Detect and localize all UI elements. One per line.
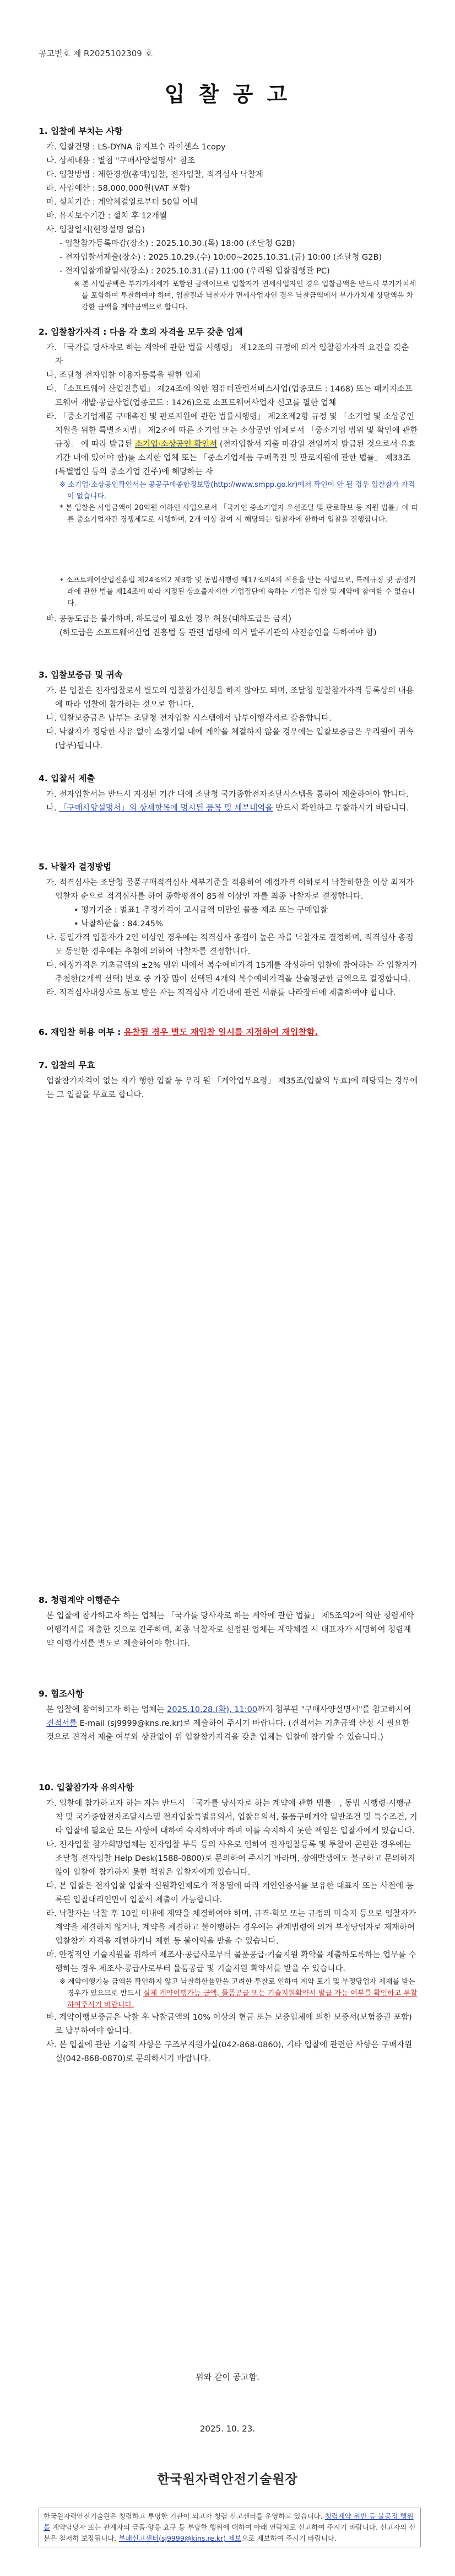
bidder-note-item: 사. 본 입찰에 관한 기술적 사항은 구조부지원가실(042-868-0860), 기타 입찰에 관련한 사항은 구매자원실(042-868-0870)로 문의하시기 바랍니다. — [46, 2041, 413, 2063]
quote-request: 견적서를 — [46, 1719, 78, 1728]
section-invalid-bid — [39, 1059, 419, 1102]
closing-statement: 위와 같이 공고함. — [196, 2372, 259, 2382]
section-heading: 3. 입찰보증금 및 귀속 — [39, 670, 123, 680]
award-item: 나. 동일가격 입찰자가 2인 이상인 경우에는 적격심사 총점이 높은 자를 낙찰자로 결정하며, 적격심사 총점도 동일한 경우에는 추첨에 의하여 낙찰자를 결정합니다. — [46, 933, 414, 956]
bid-method: 다. 입찰방법 : 제한경쟁(총액)입찰, 전자입찰, 적격심사 낙찰제 — [46, 170, 263, 179]
section-bidder-notes — [39, 1781, 419, 2066]
section-rebid — [39, 1026, 419, 1042]
section-eligibility-continued — [39, 575, 419, 640]
eligibility-item: 바. 공동도급은 불가하며, 하도급이 필요한 경우 허용(대하도급은 금지) — [46, 615, 291, 624]
subcontract-note: (하도급은 소프트웨어산업 진흥법 등 관련 법령에 의거 발주기관의 사전승인을 득하여야 함) — [59, 629, 377, 637]
cooperation-text-part: E-mail (sj9999@kns.re.kr)로 제출하여 주시기 바랍니다. (견적서는 기초금액 산정 시 필요한 것으로 견적서 제출 여부와 상관없이 위 입찰참가자격을 갖춘 업체는 입찰에 참가할 수 있습니다.) — [46, 1719, 410, 1742]
section-integrity-contract — [39, 1593, 419, 1651]
maintenance-period: 바. 유지보수기간 : 설치 후 12개월 — [46, 212, 167, 221]
bidder-note-item: 바. 계약이행보증금은 낙찰 후 낙찰금액의 10% 이상의 현금 또는 보증업체에 의한 보증서(보험증권 포함)로 납부하여야 합니다. — [46, 2013, 412, 2036]
eligibility-note: • 소프트웨어산업진흥법 제24조의2 제3항 및 동법시행령 제17조의4의 적용을 받는 사업으로, 특례규정 및 공정거래에 관한 법률 제14조에 따라 지정된 상호출자제한 기업집단에 속하는 기업은 입찰 및 계약에 참여할 수 없습니다. — [59, 576, 416, 608]
bidder-note-item: 라. 낙찰자는 낙찰 후 10일 이내에 계약을 체결하여야 하며, 규격·학모 또는 규정의 미숙지 등으로 입찰자가 계약을 체결하지 않거나, 계약을 체결하고 불이행하는 경우에는 관계법령에 의거 부정당업자로 제재하여 입찰참가 자격을 제한하거나 제한 등 불이익을 받을 수 있습니다. — [46, 1909, 416, 1946]
eligibility-text: (전자입찰서 제출 마감일 전일까지 발급된 것으로서 유효기간 내에 있어야 함)를 소지한 업체 또는 「중소기업제품 구매촉진 및 판로지원에 관한 법률」 제33조(특별법인 등의 중소기업 간주)에 해당하는 자 — [55, 440, 416, 476]
deposit-item: 나. 입찰보증금은 납부는 조달청 전자입찰 시스템에서 납부이행각서로 갈음합니다. — [46, 714, 332, 723]
schedule-item: - 입찰참가등록마감(장소) : 2025.10.30.(목) 18:00 (조달청 G2B) — [59, 239, 295, 248]
report-text: 으로 제보하여 주시기 바랍니다. — [241, 2534, 337, 2542]
report-text: 한국원자력안전기술원은 청렴하고 투명한 기관이 되고자 청렴 신고센터를 운영하고 있습니다. — [44, 2512, 323, 2520]
section-bid-deposit — [39, 668, 419, 753]
bid-schedule: 사. 입찰일시(현장설명 없음) — [46, 226, 145, 234]
section-heading — [39, 1026, 419, 1039]
section-bid-submission — [39, 772, 419, 815]
page-title: 입 찰 공 고 — [164, 82, 291, 106]
bidder-warning — [59, 1976, 419, 2011]
eligibility-note: ※ 소기업·소상공인확인서는 공공구매종합정보망(http://www.smpp.go.kr)에서 확인이 안 될 경우 입찰참가 자격이 없습니다. — [59, 481, 415, 501]
section-heading: 1. 입찰에 부치는 사항 — [39, 126, 123, 136]
section-eligibility — [39, 325, 419, 525]
award-threshold: • 낙찰하한율 : 84.245% — [74, 920, 163, 929]
deposit-item: 가. 본 입찰은 전자입찰로서 별도의 입찰참가신청을 하지 않아도 되며, 조달청 입찰참가자격 등록상의 내용에 따라 입찰에 참가하는 것으로 합니다. — [46, 686, 414, 709]
eligibility-item: 가. 「국가를 당사자로 하는 계약에 관한 법률 시행령」 제12조의 규정에 의거 입찰참가자격 요건을 갖춘 자 — [46, 344, 409, 366]
report-text: 계약담당자 또는 관계자의 금품·향응 요구 등 부당한 행위에 대하여 아래 연락처로 신고하여 주시기 바랍니다. 신고자의 신분은 철저히 보장됩니다. — [44, 2523, 416, 2542]
bid-title: 가. 입찰건명 : LS-DYNA 유지보수 라이센스 1copy — [46, 143, 226, 152]
section-award-method — [39, 860, 419, 1000]
spec-document-link[interactable]: 「구매사양설명서」의 상세항목에 명시된 품목 및 세부내역을 — [59, 804, 273, 813]
bidder-note-item: 마. 안정적인 기술지원을 위하여 제조사·공급사로부터 물품공급·기술지원 확약을 제출하도록하는 업무를 수행하는 경우 제조사·공급사로부터 물품공급 및 기술지원 확약서를 받을 수 있습니다. — [46, 1951, 416, 1973]
bid-budget: 라. 사업예산 : 58,000,000원(VAT 포함) — [46, 184, 190, 193]
agency-name: 한국원자력안전기술원장 — [157, 2472, 298, 2487]
rebid-label: 6. 재입찰 허용 여부 : — [39, 1027, 121, 1037]
bidder-note-item: 가. 입찰에 참가하고자 하는 자는 반드시 「국가를 당사자로 하는 계약에 관한 법률」, 동법 시행령·시행규칙 및 국가종합전자조달시스템 전자입찰특별유의서, 입찰유의서, 물품구매계약 일반조건 및 특수조건, 기타 입찰에 필요한 모든 사항에 대하여 숙지하여야 하며 이를 숙지하지 못한 책임은 입찰자에게 있습니다. — [46, 1799, 418, 1836]
report-email-link[interactable]: 부패신고센터(sj9999@kins.re.kr) 제보 — [118, 2534, 242, 2542]
eligibility-text: 라. 「중소기업제품 구매촉진 및 판로지원에 관한 법률시행령」 제2조제2항 규정 및 「소기업 및 소상공인 지원을 위한 특별조치법」 제2조에 따른 소기업 또는 소상공인 업체로서 「중소기업 범위 및 확인에 관한 규정」 에 따라 발급된 — [46, 412, 418, 449]
eligibility-item: 나. 조달청 전자입찰 이용자등록을 필한 업체 — [46, 371, 201, 380]
section-cooperation — [39, 1687, 419, 1745]
award-criteria: • 평가기준 : 별표1 추정가격이 고시금액 미만인 물품 제조 또는 구매입찰 — [74, 906, 328, 915]
section-heading: 5. 낙찰자 결정방법 — [39, 862, 112, 872]
section-heading: 9. 협조사항 — [39, 1689, 84, 1699]
cooperation-text-part: 까지 첨부된 "구매사양설명서"를 참고하시어 — [257, 1705, 411, 1714]
section-heading: 7. 입찰의 무효 — [39, 1060, 95, 1070]
eligibility-item: 다. 「소프트웨어 산업진흥법」 제24조에 의한 컴퓨터관련서비스사업(업종코드 : 1468) 또는 패키지소프트웨어 개발·공급사업(업종코드 : 1426)으로 소프트웨어사업자 신고를 필한 업체 — [46, 385, 413, 407]
section-heading: 10. 입찰참가자 유의사항 — [39, 1783, 134, 1793]
section-heading: 8. 청렴계약 이행준수 — [39, 1595, 120, 1605]
cooperation-text — [46, 1703, 419, 1745]
eligibility-note: * 본 입찰은 사업금액이 20억원 이하인 사업으로서 「국가인 중소기업자 우선조달 및 판로확보 등 지원 법률」에 따른 중소기업자간 경쟁제도로 시행하며, 2개 이상 참여 시 해당되는 입찰자에 한하여 입찰을 진행합니다. — [59, 504, 419, 524]
award-item: 다. 예정가격은 기초금액의 ±2% 범위 내에서 복수예비가격 15개를 작성하여 입찰에 참여하는 각 입찰자가 추첨한(2개씩 선택) 번호 중 가장 많이 선택된 4개의 복수예비가격을 산술평균한 금액으로 결정합니다. — [46, 961, 418, 984]
report-highlight: 청렴계약 위반 등 불공정 행위를 — [44, 2512, 414, 2531]
tax-note: ※ 본 사업공백은 부가가치세가 포함된 금액이므로 입찰자가 면세사업자인 경우 입찰금액은 반드시 부가가치세를 포함하여 투찰하여야 하며, 입찰결과 낙찰자가 면세사업자인 경우 낙찰금액에서 부가가치세 상당액을 차감한 금액을 계약금액으로 합니다. — [74, 280, 416, 312]
award-item: 라. 적격심사대상자로 통보 받은 자는 적격심사 기간내에 관련 서류를 나라장터에 제출하여야 합니다. — [46, 989, 396, 997]
cooperation-text-part: 본 입찰에 참여하고자 하는 업체는 — [46, 1705, 165, 1714]
schedule-item: - 전자입찰개찰일시(장소) : 2025.10.31.(금) 11:00 (우리원 입찰집행관 PC) — [59, 267, 330, 276]
section-bid-items — [39, 125, 419, 313]
invalid-bid-text: 입찰참가자격이 없는 자가 행한 입찰 등 우리 원 「계약업무요령」 제35조(입찰의 무효)에 해당되는 경우에는 그 입찰을 무효로 합니다. — [46, 1077, 418, 1099]
install-period: 마. 설치기간 : 계약체결일로부터 50일 이내 — [46, 198, 198, 207]
submission-item: 가. 전자입찰서는 반드시 지정된 기간 내에 조달청 국가종합전자조달시스템을 통하여 제출하여야 합니다. — [46, 790, 409, 799]
integrity-text: 본 입찰에 참가하고자 하는 업체는 「국가를 당사자로 하는 계약에 관한 법률」 제5조의2에 의한 청렴계약 이행각서를 제출한 것으로 간주하며, 최종 낙찰자로 선정된 업체는 계약체결 시 대표자가 서명하여 청렴계약 이행각서를 별도로 제출하여야 합니다. — [46, 1612, 414, 1648]
eligibility-item — [46, 410, 419, 479]
submission-item: 나. 「구매사양설명서」의 상세항목에 명시된 품목 및 세부내역을 반드시 확인하고 투찰하시기 바랍니다. — [46, 804, 409, 813]
integrity-report-box — [39, 2508, 421, 2547]
certificate-highlight: 소기업·소상공인 확인서 — [135, 440, 218, 449]
quote-deadline: 2025.10.28.(화), 11:00 — [167, 1705, 258, 1714]
schedule-item: - 전자입찰서제출(장소) : 2025.10.29.(수) 10:00~2025.10.31.(금) 10:00 (조달청 G2B) — [59, 253, 382, 262]
bid-details: 나. 상세내용 : 별첨 "구매사양설명서" 참조 — [46, 157, 195, 165]
submission-text: 반드시 확인하고 투찰하시기 바랍니다. — [273, 804, 409, 813]
bidder-note-item: 나. 전자입찰 참가희망업체는 전자입찰 부득 등의 사유로 인하여 전자입찰등록 및 투찰이 곤란한 경우에는 조달청 전자입찰 Help Desk(1588-0800)로 문의하여 주시기 바라며, 장애발생에도 불구하고 문의하지 않아 입찰에 참가하지 못한 책임은 입찰자에게 있습니다. — [46, 1840, 415, 1877]
deposit-item: 다. 낙찰자가 정당한 사유 없이 소정기일 내에 계약을 체결하지 않을 경우에는 입찰보증금은 우리원에 귀속(납부)됩니다. — [46, 728, 414, 750]
notice-number: 공고번호 제 R2025102309 호 — [39, 49, 153, 58]
bidder-warning-text: ※ 계약이행기능 금액을 확인하지 않고 낙찰하한율만을 고려한 투찰로 인하여 계약 포기 및 부정당업자 제재를 받는 경우가 있으므로 반드시 — [59, 1978, 416, 1998]
section-heading: 4. 입찰서 제출 — [39, 774, 95, 783]
bidder-warning-emphasis: 실제 계약이행가능 금액, 물품공급 또는 기술지원확약서 발급 가능 여부를 확인하고 투찰 하여주시기 바랍니다. — [67, 1989, 418, 2009]
notice-date: 2025. 10. 23. — [199, 2424, 256, 2434]
rebid-policy: 유찰될 경우 별도 재입찰 일시를 지정하여 재입찰함. — [123, 1027, 318, 1037]
section-heading: 2. 입찰참가자격 : 다음 각 호의 자격을 모두 갖춘 업체 — [39, 327, 243, 337]
award-item: 가. 적격심사는 조달청 물품구매적격심사 세부기준을 적용하여 예정가격 이하로서 낙찰하한율 이상 최저가 입찰자 순으로 적격심사를 하여 종합평점이 85점 이상인 자를 최종 낙찰자로 결정합니다. — [46, 878, 414, 901]
bidder-note-item: 다. 본 입찰은 전자입찰 입찰자 신원확인제도가 적용됨에 따라 개인인증서를 보유한 대표자 또는 사전에 등록된 입찰대리인만이 입찰서 제출이 가능합니다. — [46, 1882, 414, 1904]
